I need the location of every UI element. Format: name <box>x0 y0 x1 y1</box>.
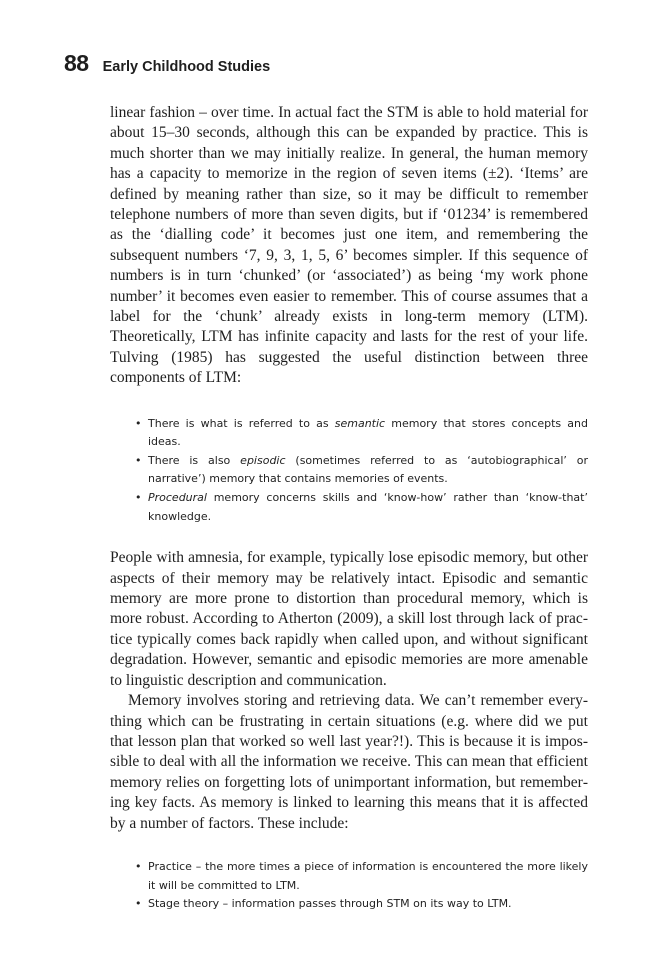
bullet-icon: • <box>135 453 142 467</box>
list-item-practice: • Practice – the more times a piece of information is encountered the more likely it will be committed to LTM. <box>135 859 588 892</box>
paragraph-amnesia: People with amnesia, for example, typically lose episodic memory, but other aspects of their memory may be relatively intact. Episodic and semantic memory are more prone to distortion than procedural memory, which is more robust. According to Atherton (2009), a skill lost through lack of practice typically comes back rapidly when called upon, and without significant degradation. However, semantic and episodic memories are more amenable to linguistic description and communication. <box>110 549 588 689</box>
bullet-icon: • <box>135 491 142 505</box>
list-item-episodic: • There is also episodic (sometimes referred to as ‘autobiographical’ or narrative’) memory that contains memories of events. <box>135 453 589 486</box>
page-number: 88 <box>64 50 89 76</box>
bullet-icon: • <box>135 859 142 873</box>
list-item-semantic: • There is what is referred to as semantic memory that stores concepts and ideas. <box>135 416 588 449</box>
ltm-components-list <box>110 415 588 527</box>
list-item-procedural: • Procedural memory concerns skills and ‘know-how’ rather than ‘know-that’ knowledge. <box>135 491 588 523</box>
memory-factors-list <box>110 858 588 914</box>
paragraph-memory-storing: Memory involves storing and retrieving data. We can’t remember everything which can be frustrating in certain situations (e.g. where did we put that lesson plan that worked so well last year?!). This is because it is impossible to deal with all the information we receive. This can mean that efficient memory relies on forgetting lots of unimportant information, but remembering key facts. As memory is linked to learning this means that it is affected by a number of factors. These include: <box>110 692 588 832</box>
term-episodic: episodic <box>240 453 286 467</box>
paragraph-stm-ltm: linear fashion – over time. In actual fact the STM is able to hold material for about 15–30 seconds, although this can be expanded by practice. This is much shorter than we may initially realize. In general, the human memory has a capacity to memorize in the region of seven items (±2). ‘Items’ are defined by meaning rather than size, so it may be difficult to remember telephone numbers of more than seven digits, but if ‘01234’ is remembered as the ‘dialling code’ it becomes just one item, and remembering the subsequent numbers ‘7, 9, 3, 1, 5, 6’ becomes simpler. If this sequence of numbers is in turn ‘chunked’ (or ‘associated’) as being ‘my work phone number’ it becomes even easier to remember. This of course assumes that a label for the ‘chunk’ already exists in long-term memory (LTM). Theoretically, LTM has infinite capacity and lasts for the rest of your life. Tulving (1985) has suggested the useful distinction between three components of LTM: <box>110 104 588 387</box>
term-procedural: Procedural <box>148 491 207 505</box>
list-item-stage-theory: • Stage theory – information passes through STM on its way to LTM. <box>135 895 588 914</box>
page-body <box>110 103 588 914</box>
term-semantic: semantic <box>334 416 386 430</box>
running-title: Early Childhood Studies <box>102 59 271 75</box>
bullet-icon: • <box>135 416 142 430</box>
running-header <box>64 50 270 80</box>
bullet-icon: • <box>135 897 142 911</box>
